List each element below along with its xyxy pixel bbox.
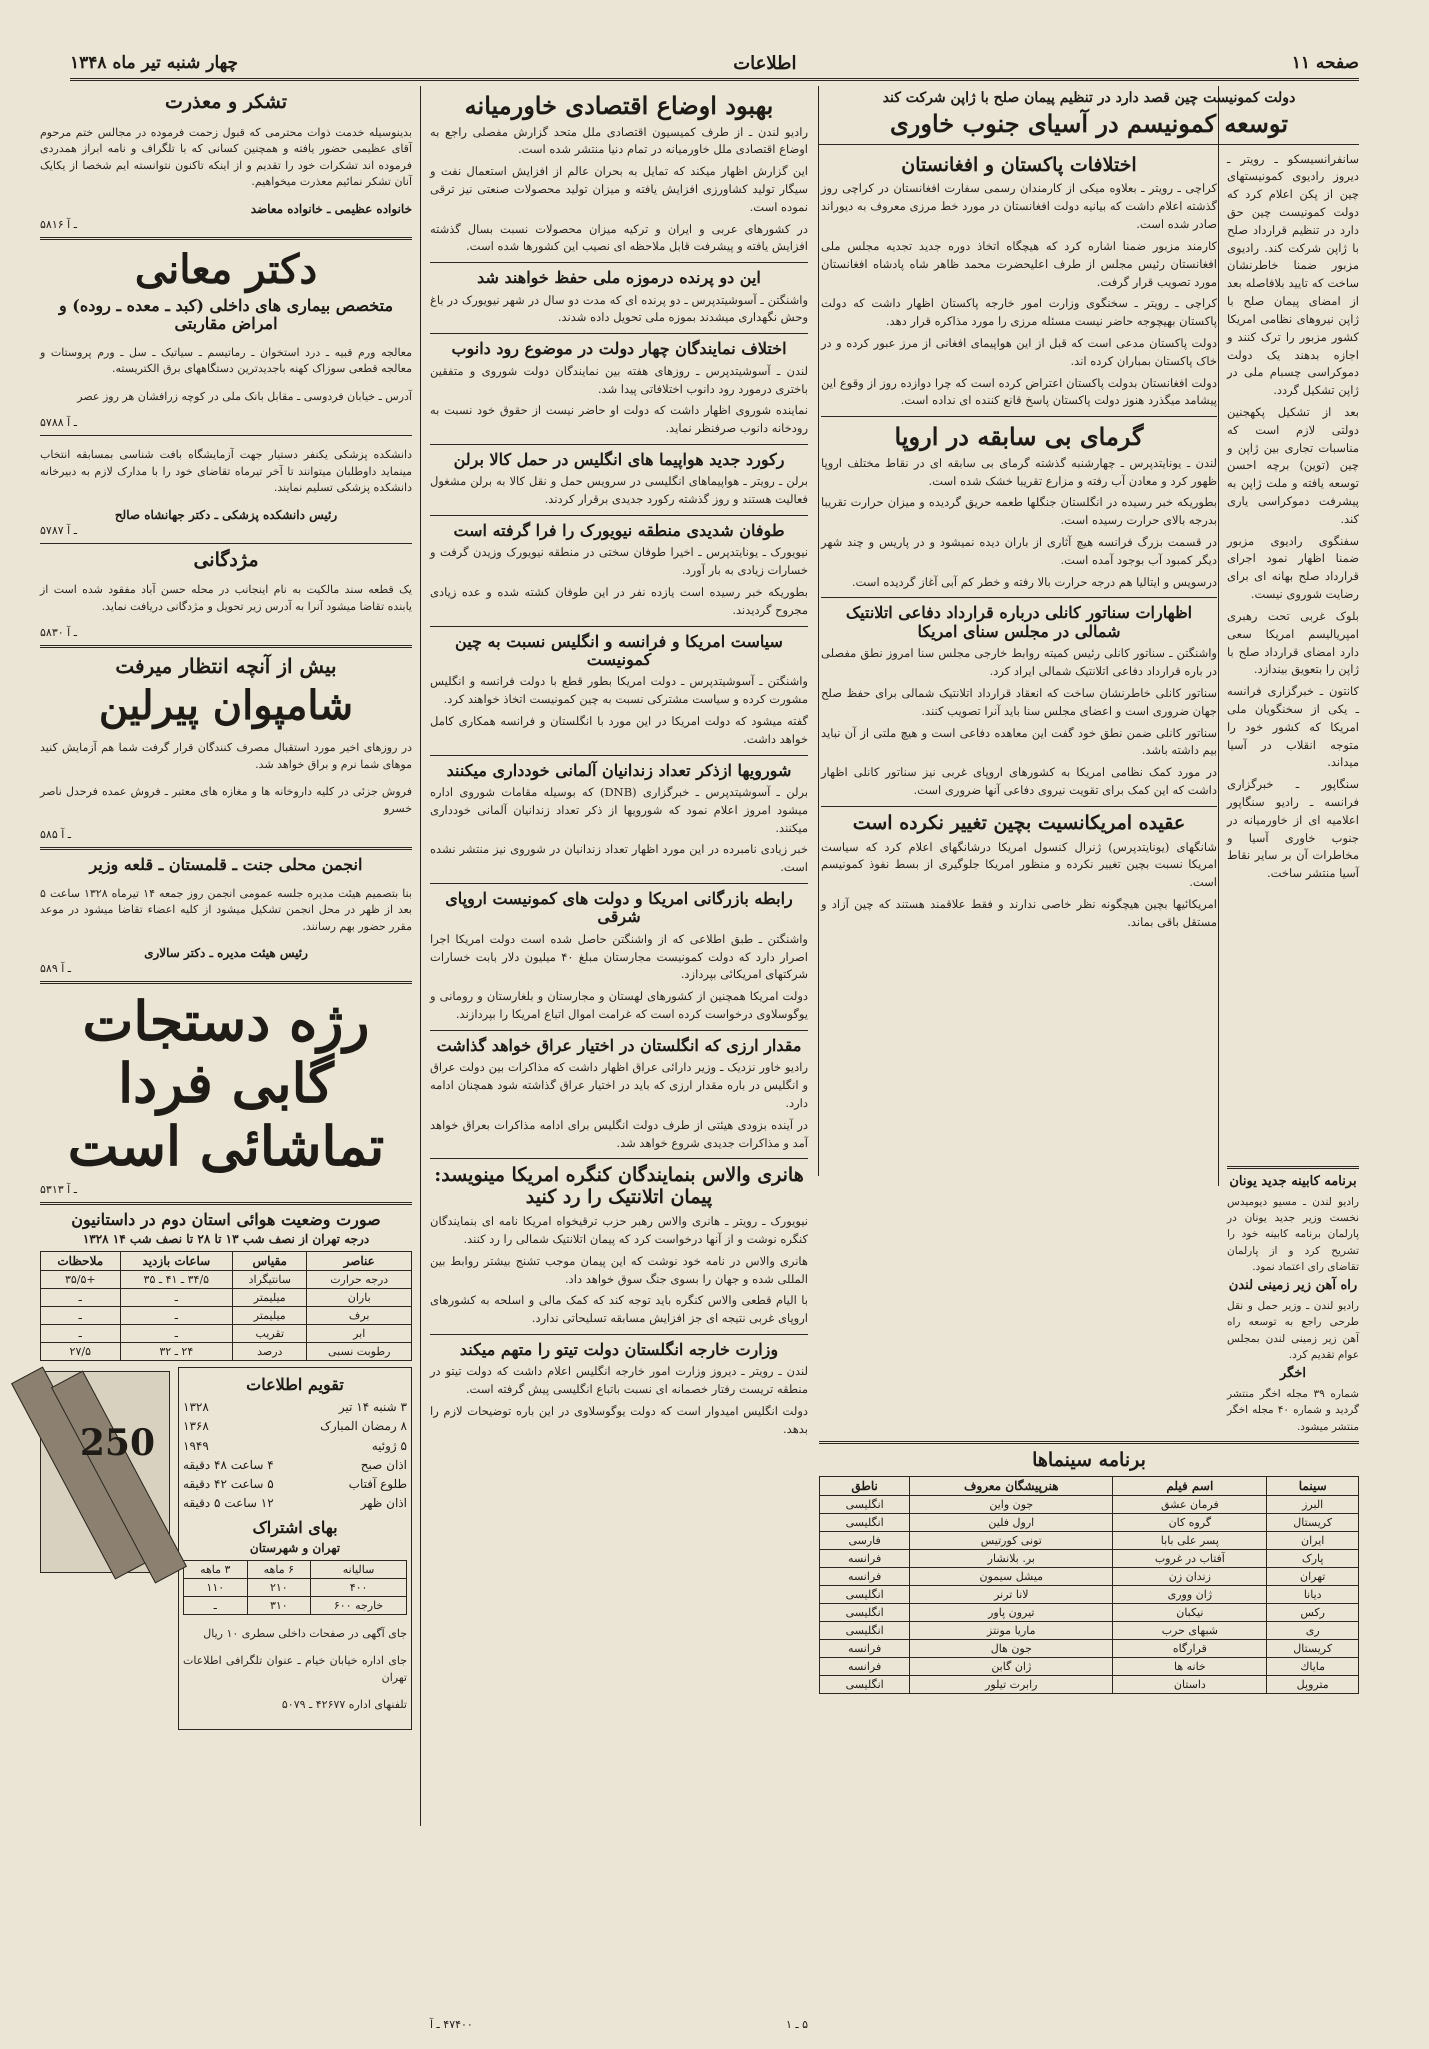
calendar-row — [183, 1398, 407, 1417]
section-headline: اظهارات سناتور کانلی درباره قرارداد دفاعی اتلانتیک شمالی در مجلس سنای امریکا — [845, 603, 1193, 641]
cinema-row — [820, 1531, 1359, 1549]
weather-cell: درصد — [233, 1342, 307, 1360]
cinema-cell: دیانا — [1267, 1585, 1359, 1603]
ad-code: ۵ ـ ۱ — [785, 2018, 808, 2031]
cinema-cell: شبهای حرب — [1113, 1621, 1267, 1639]
subscription-cell: ۳۱۰ — [247, 1596, 311, 1614]
cinema-cell: گروه کان — [1113, 1513, 1267, 1531]
ad-code: ۵۷۸۷ ـ آ — [40, 523, 77, 537]
article-paragraph: لندن ـ رویتر ـ دیروز وزارت امور خارجه انگلیس اعلام داشت که دولت تیتو در منطقه تریست رفتار خصمانه ای نسبت باتباع انگلیسی پیش گرفته است. — [430, 1364, 808, 1397]
section-headline: سیاست امریکا و فرانسه و انگلیس نسبت به چین کمونیست — [455, 631, 783, 669]
article-paragraph: سفنگوی رادیوی مزبور ضمنا اظهار نمود اجرای قرارداد صلح بهانه ای برای رضایت شوروی نیست. — [1227, 533, 1359, 602]
cinema-row — [820, 1513, 1359, 1531]
weather-cell: ۲۷/۵ — [41, 1342, 121, 1360]
section-headline: رابطه بازرگانی امریکا و دولت های کمونیست اروپای شرقی — [445, 889, 793, 927]
column-header: ملاحظات — [41, 1251, 121, 1270]
weather-row — [41, 1342, 412, 1360]
subscription-row — [184, 1578, 407, 1596]
article-paragraph: کراچی ـ رویتر ـ سخنگوی وزارت امور خارجه پاکستان اظهار داشت که دولت پاکستان بهیچوجه حاضر نیست مسئله مرزی را مورد مذاکره قرار دهد. — [821, 296, 1217, 329]
cinema-cell: فرانسه — [820, 1657, 910, 1675]
section-headline: عقیده امریکانسیت بچین تغییر نکرده است — [852, 811, 1186, 834]
cinema-table — [819, 1476, 1359, 1694]
calendar-row — [183, 1494, 407, 1513]
calendar-cell: اذان صبح — [360, 1457, 407, 1472]
cinema-cell: ری — [1267, 1621, 1359, 1639]
cinema-cell: انگلیسی — [820, 1495, 910, 1513]
calendar-cell: اذان ظهر — [360, 1496, 407, 1511]
article-paragraph: بطوریکه خبر رسیده در انگلستان جنگلها طعمه حریق گردیده و میزان حرارت تقریبا بدرجه بالای حرارت رسیده است. — [821, 495, 1217, 528]
article-paragraph: در مورد کمک نظامی امریکا به کشورهای اروپای غربی نیز سناتور کانلی اظهار داشت که این کمک برای تقویت نیروی دفاعی آنها ضروری است. — [821, 765, 1217, 797]
weather-cell: رطوبت نسبی — [307, 1342, 412, 1360]
section-headline: اختلافات پاکستان و افغانستان — [901, 153, 1137, 176]
article-paragraph: بعد از تشکیل پکهجنین دولتی لازم است که مناسبات تجاری بین ژاپن و چین (توین) برچه احسن توسعه یافته و ملت ژاپن به پیشرفت دموکراسی یاری کند. — [1227, 404, 1359, 526]
cinema-cell: کریستال — [1267, 1513, 1359, 1531]
column-header: مقیاس — [233, 1251, 307, 1270]
cinema-cell: البرز — [1267, 1495, 1359, 1513]
cinema-cell: قرارگاه — [1113, 1639, 1267, 1657]
cinema-cell: ماياك — [1267, 1657, 1359, 1675]
cinema-cell: رکس — [1267, 1603, 1359, 1621]
pencil-ad-art — [40, 1371, 170, 1573]
calendar-cell: ۳ شنبه ۱۴ تیر — [338, 1400, 407, 1415]
section-headline: رکورد جدید هواپیما های انگلیس در حمل کالا برلن — [453, 449, 785, 469]
ad-signature: رئیس دانشکده پزشکی ـ دکتر جهانشاه صالح — [114, 507, 338, 522]
weather-cell: +۳۵/۵ — [41, 1270, 121, 1288]
article-paragraph: گفته میشود که دولت امریکا در این مورد با انگلستان و فرانسه همکاری کامل خواهد داشت. — [430, 714, 808, 746]
calendar-cell: ۱۳۶۸ — [183, 1419, 209, 1434]
article-paragraph: رادیو خاور نزدیک ـ وزیر دارائی عراق اظهار داشت که مذاکرات بین دولت عراق و انگلیس در باره مقدار ارزی که باید در اختیار عراق گذاشته شود همچنان ادامه دارد. — [430, 1060, 808, 1110]
weather-cell: درجه حرارت — [307, 1270, 412, 1288]
article-paragraph: برلن ـ آسوشیتدپرس ـ خبرگزاری (DNB) که بوسیله مقامات شوروی اداره میشود امروز اعلام نمود که شورویها از ذکر تعداد زندانیان آلمانی خودداری میکنند. — [430, 785, 808, 835]
weather-cell: ـ — [41, 1288, 121, 1306]
weather-row — [41, 1324, 412, 1342]
subscription-cell: ۲۱۰ — [247, 1578, 311, 1596]
cinema-cell: ارول فلین — [910, 1513, 1113, 1531]
paper-name: اطلاعات — [733, 52, 797, 74]
calendar-cell: ۱۲ ساعت ۵ دقیقه — [183, 1496, 274, 1511]
weather-title: صورت وضعیت هوائی استان دوم در داستانیون — [71, 1209, 381, 1229]
cinema-cell: تهران — [1267, 1567, 1359, 1585]
office-phones: تلفنهای اداره ۴۲۶۷۷ ـ ۵۰۷۹ — [281, 1698, 407, 1712]
article-paragraph: امریکائیها بچین هیچگونه نظر خاصی ندارند و فقط علاقمند هستند که چین آزاد و مستقل باقی بماند. — [821, 897, 1217, 929]
cinema-row — [820, 1675, 1359, 1693]
big-ad: رژه دستجات گابی فردا تماشائی است — [67, 989, 385, 1178]
article-paragraph: لندن ـ آسوشیتدپرس ـ روزهای هفته بین نمایندگان دولت شوروی و متفقین باختری درمورد رود دانوب اختلافاتی پیدا شد. — [430, 363, 808, 396]
weather-cell: میلیمتر — [233, 1306, 307, 1324]
weather-row — [41, 1288, 412, 1306]
cinema-cell: انگلیسی — [820, 1585, 910, 1603]
weather-header-row — [41, 1251, 412, 1270]
ad-text: یک قطعه سند مالکیت به نام اینجانب در محله حسن آباد مفقود شده است از یابنده تقاضا میشود آنرا به آدرس زیر تحویل و مژدگانی دریافت نماید. — [40, 583, 412, 613]
ad-code: ۵۳۱۳ ـ آ — [40, 1182, 77, 1196]
subscription-row — [184, 1596, 407, 1614]
subscription-title: بهای اشتراک — [252, 1518, 338, 1538]
article-paragraph: در قسمت بزرگ فرانسه هیچ آثاری از باران دیده نمیشود و در پاریس و چند شهر دیگر کمبود آب بوجود آمده است. — [821, 535, 1217, 567]
section-headline: اخگر — [1280, 1366, 1306, 1382]
weather-cell: تقریب — [233, 1324, 307, 1342]
ad-text: بنا بتصمیم هیئت مدیره جلسه عمومی انجمن روز جمعه ۱۴ تیرماه ۱۳۲۸ ساعت ۵ بعد از ظهر در محل انجمن تشکیل میشود از کلیه اعضاء تقاضا میشود در موعد مقرر حضور بهم رسانند. — [40, 886, 412, 933]
cinema-cell: جون هال — [910, 1639, 1113, 1657]
article-paragraph: در آینده بزودی هیئتی از طرف دولت انگلیس برای ادامه مذاکرات بعراق خواهد آمد و مذاکرات جدیدی شروع خواهد شد. — [430, 1117, 808, 1150]
section-headline: برنامه کابینه جدید یونان — [1229, 1174, 1357, 1189]
ad-signature: رئیس هیئت مدیره ـ دکتر سالاری — [144, 946, 308, 961]
section-headline: مقدار ارزی که انگلستان در اختیار عراق خواهد گذاشت — [436, 1035, 802, 1055]
weather-cell: ۳۴/۵ ـ ۴۱ ـ ۳۵ — [120, 1270, 233, 1288]
issue-date: چهار شنبه تیر ماه ۱۳۴۸ — [70, 53, 238, 73]
section-headline: تشکر و معذرت — [165, 91, 287, 113]
weather-cell: ـ — [120, 1306, 233, 1324]
article-paragraph: دولت پاکستان مدعی است که قبل از این هواپیمای افغانی از مرز عبور کرده و در خاک پاکستان بمباران کرده اند. — [821, 335, 1217, 368]
subscription-cell: ۴۰۰ — [311, 1578, 407, 1596]
column-header: هنرپیشگان معروف — [910, 1476, 1113, 1495]
cinema-cell: پارک — [1267, 1549, 1359, 1567]
calendar-cell: ۱۳۲۸ — [183, 1400, 209, 1415]
cinema-row — [820, 1657, 1359, 1675]
column-divider — [420, 86, 421, 1826]
calendar-cell: ۴ ساعت ۴۸ دقیقه — [183, 1457, 274, 1472]
article-paragraph: بلوک غربی تحت رهبری امپریالیسم امریکا سعی دارد امضای قرارداد صلح با ژاپن را بتعویق بیندازد. — [1227, 608, 1359, 677]
article-paragraph: نماینده شوروی اظهار داشت که دولت او حاضر نیست از حقوق خود نسبت به رودخانه دانوب صرفنظر نماید. — [430, 403, 808, 436]
cinema-cell: آفتاب در غروب — [1113, 1549, 1267, 1567]
ad-kicker: بیش از آنچه انتظار میرفت — [115, 654, 337, 679]
ad-title: انجمن محلی جنت ـ قلمستان ـ قلعه وزیر — [89, 855, 363, 875]
article-paragraph: شانگهای (یونایتدپرس) ژنرال کنسول امریکا درشانگهای اعلام کرد که سیاست امریکا نسبت بچین تغییر نکرده و منظور امریکا جلوگیری از بسط نفوذ کمونیسم است. — [821, 839, 1217, 890]
cinema-cell: انگلیسی — [820, 1603, 910, 1621]
weather-cell: ۲۴ ـ ۳۲ — [120, 1342, 233, 1360]
page-number: صفحه ۱۱ — [1291, 53, 1359, 73]
weather-table — [40, 1251, 412, 1361]
cinema-cell: انگلیسی — [820, 1513, 910, 1531]
office-address: جای اداره خیابان خیام ـ عنوان تلگرافی اطلاعات تهران — [183, 1654, 407, 1684]
side-column — [1227, 151, 1359, 936]
calendar-cell: ۸ رمضان المبارک — [320, 1419, 407, 1434]
ad-text: در روزهای اخیر مورد استقبال مصرف کنندگان قرار گرفت شما هم آزمایش کنید موهای شما نرم و براق خواهد شد. — [40, 741, 412, 771]
ad-title: دکتر معانی — [134, 245, 318, 293]
cinema-cell: انگلیسی — [820, 1675, 910, 1693]
cinema-row — [820, 1585, 1359, 1603]
wide-column — [821, 151, 1217, 936]
calendar-cell: ۵ ژوئیه — [371, 1438, 407, 1453]
article-paragraph: با الیام قطعی والاس کنگره باید توجه کند که کمک مالی و اسلحه به کشورهای اروپای غربی نتیجه ای جز افزایش مسابقه تسلیحاتی ندارد. — [430, 1293, 808, 1326]
column-c — [40, 88, 412, 2038]
article-paragraph: واشنگتن ـ طبق اطلاعی که از واشنگتن حاصل شده است دولت امریکا اجرا اصرار دارد که دولت کمونیست مجارستان مبلغ ۴۰ میلیون دلار بابت خسارات شرکتهای امریکائی بپردازد. — [430, 931, 808, 982]
cinema-cell: متروپل — [1267, 1675, 1359, 1693]
ad-title: شامپوان پیرلین — [98, 682, 354, 730]
cinema-row — [820, 1495, 1359, 1513]
cinema-cell: کریستال — [1267, 1639, 1359, 1657]
bottom-codes — [430, 2018, 808, 2031]
cinema-cell: داستان — [1113, 1675, 1267, 1693]
column-header: ساعات بازدید — [120, 1251, 233, 1270]
ad-code: ۵۸۹ ـ آ — [40, 962, 72, 976]
subscription-cell: ۱۱۰ — [184, 1578, 248, 1596]
cinema-header-row — [820, 1476, 1359, 1495]
column-header: ناطق — [820, 1476, 910, 1495]
ad-subtitle: متخصص بیماری های داخلی (کبد ـ معده ـ روده) و امراض مقاربتی — [58, 295, 394, 334]
article-paragraph: سنگاپور ـ خبرگزاری فرانسه ـ رادیو سنگاپور اعلامیه ای از خاورمیانه در جنوب خاوری آسیا و مخاطرات آن بر سایر نقاط آسیا منتشر ساخت. — [1227, 777, 1359, 881]
cinema-cell: ژان ووری — [1113, 1585, 1267, 1603]
pencil-ad — [40, 1367, 170, 1730]
cinema-cell: لانا ترنر — [910, 1585, 1113, 1603]
cinema-row — [820, 1621, 1359, 1639]
weather-cell: ـ — [41, 1306, 121, 1324]
masthead — [70, 48, 1359, 81]
article-paragraph: بطوریکه خبر رسیده است یازده نفر در این طوفان کشته شده و عده زیادی مجروح گردیدند. — [430, 584, 808, 617]
article-paragraph: سناتور کانلی خاطرنشان ساخت که انعقاد قرارداد اتلانتیک شمالی برای حفظ صلح جهان ضروری است و اعضای مجلس سنا باید آنرا تصویب کنند. — [821, 685, 1217, 718]
weather-cell: میلیمتر — [233, 1288, 307, 1306]
cinema-cell: انگلیسی — [820, 1621, 910, 1639]
cinema-row — [820, 1549, 1359, 1567]
cinema-title: برنامه سینماها — [1032, 1449, 1146, 1471]
column-a — [819, 88, 1359, 936]
ad-code: ۵۸۱۶ ـ آ — [40, 217, 77, 231]
section-headline: گرمای بی سابقه در اروپا — [894, 422, 1144, 452]
section-headline: هانری والاس بنمایندگان کنگره امریکا مینویسد: پیمان اتلانتیک را رد کنید — [434, 1164, 804, 1209]
cinema-cell: تونی کورتیس — [910, 1531, 1113, 1549]
ad-code: ۵۷۸۸ ـ آ — [40, 416, 77, 430]
weather-cell: ـ — [41, 1324, 121, 1342]
cinema-cell: فرانسه — [820, 1549, 910, 1567]
article-paragraph: دولت افغانستان بدولت پاکستان اعتراض کرده است که چرا دوازده روز از وقوع این پیشامد میگذرد هنوز دولت پاکستان پاسخ قانع کننده ای نداده است. — [821, 375, 1217, 408]
article-paragraph: رادیو لندن ـ وزیر حمل و نقل طرحی راجع به توسعه راه آهن زیر زمینی لندن بمجلس عوام تقدیم کرد. — [1227, 1300, 1359, 1361]
cinema-cell: فارسی — [820, 1531, 910, 1549]
ad-signature: خانواده عظیمی ـ خانواده معاضد — [250, 201, 412, 216]
calendar-row — [183, 1456, 407, 1475]
cinema-cell: نیکبان — [1113, 1603, 1267, 1621]
column-header: اسم فیلم — [1113, 1476, 1267, 1495]
article-paragraph: نیویورک ـ رویتر ـ هانری والاس رهبر حزب ترقیخواه امریکا نامه ای بنمایندگان کنگره نوشت و از آنها درخواست کرد که پیمان اتلانتیک شمالی را رد کنند. — [430, 1214, 808, 1246]
weather-row — [41, 1270, 412, 1288]
subscription-row — [184, 1560, 407, 1578]
section-headline: بهبود اوضاع اقتصادی خاورمیانه — [464, 91, 774, 120]
cinema-row — [820, 1639, 1359, 1657]
calendar-cell: طلوع آفتاب — [348, 1476, 407, 1491]
section-headline: مژدگانی — [193, 548, 259, 571]
cinema-row — [820, 1567, 1359, 1585]
subscription-cell: ۶ ماهه — [247, 1560, 311, 1578]
ad-text: فروش جزئی در کلیه داروخانه ها و مغازه های معتبر ـ فروش عمده فرحدل ناصر خسرو — [40, 785, 412, 815]
cinema-cell: فرمان عشق — [1113, 1495, 1267, 1513]
article-paragraph: هانری والاس در نامه خود نوشت که این پیمان موجب تشنج بیشتر روابط بین المللی شده و جهان را بسوی جنگ سوق خواهد داد. — [430, 1253, 808, 1286]
weather-cell: باران — [307, 1288, 412, 1306]
subscription-cell: ـ — [184, 1596, 248, 1614]
article-paragraph: سناتور کانلی ضمن نطق خود گفت این معاهده دفاعی است و هیچ ملتی از آن نباید بیم داشته باشد. — [821, 725, 1217, 758]
section-headline: وزارت خارجه انگلستان دولت تیتو را متهم میکند — [459, 1339, 779, 1359]
article-paragraph: سانفرانسیسکو ـ رویتر ـ دیروز رادیوی کمونیستهای چین از پکن اعلام کرد که دولت کمونیست چین حق دارد در تنظیم قرارداد صلح با ژاپن شرکت کند. رادیوی مزبور ضمنا خاطرنشان ساخت که تایید بلافاصله بعد از امضای پیمان صلح با ژاپن نیروهای نظامی امریکا کشور مزبور را ترک کنند و اجازه بدهند یک دولت دموکراسی چسبام ملی در ژاپن تشکیل گردد. — [1227, 151, 1359, 398]
cinema-cell: ایران — [1267, 1531, 1359, 1549]
article-paragraph: کراچی ـ رویتر ـ بعلاوه میکی از کارمندان رسمی سفارت افغانستان در کراچی روز گذشته اعلام داشت که بیانیه دولت افغانستان در مورد خط مرزی معروف به دیوراند صادر شده است. — [821, 181, 1217, 232]
weather-cell: ابر — [307, 1324, 412, 1342]
calendar-row — [183, 1417, 407, 1436]
cinema-cell: فرانسه — [820, 1567, 910, 1585]
cinema-row — [820, 1603, 1359, 1621]
cinema-cell: جون واین — [910, 1495, 1113, 1513]
ad-address: آدرس ـ خیابان فردوسی ـ مقابل بانک ملی در کوچه زرافشان هر روز عصر — [77, 389, 412, 403]
section-headline: اختلاف نمایندگان چهار دولت در موضوع رود دانوب — [451, 339, 787, 359]
weather-cell: ـ — [120, 1288, 233, 1306]
article-paragraph: لندن ـ یونایتدپرس ـ چهارشنبه گذشته گرمای بی سابقه ای در نقاط مختلف اروپا ظهور کرد و معادن آب رفته و مزارع تقریبا خشک شده است. — [821, 455, 1217, 488]
section-headline: راه آهن زیر زمینی لندن — [1228, 1278, 1358, 1294]
section-headline: این دو پرنده درموزه ملی حفظ خواهند شد — [477, 268, 761, 288]
calendar-cell: ۵ ساعت ۴۲ دقیقه — [183, 1476, 274, 1491]
cinema-cell: ماریا مونتز — [910, 1621, 1113, 1639]
column-b — [430, 88, 808, 2028]
article-paragraph: درسویس و ایتالیا هم درجه حرارت بالا رفته و خطر کم آبی آغاز گردیده است. — [851, 574, 1217, 589]
calendar-box — [178, 1367, 412, 1730]
article-paragraph: نیویورک ـ یونایتدپرس ـ اخیرا طوفان سختی در منطقه نیویورک وزیدن گرفت و خسارات زیادی به بار آورد. — [430, 545, 808, 578]
article-paragraph: این گزارش اظهار میکند که تمایل به بحران عالم از افزایش استعمال نفت و سیگار تولید کشاورزی افزایش یافته و میزان تولید محصولات صنعتی نیز ترقی نموده است. — [430, 164, 808, 214]
article-paragraph: کانتون ـ خبرگزاری فرانسه ـ یکی از سخنگویان ملی امریکا که کشور خود را متوجه انقلاب در آسیا میداند. — [1227, 684, 1359, 770]
article-paragraph: رادیو لندن ـ مسیو دیومیدس نخست وزیر جدید یونان در پارلمان برنامه کابینه خود را تشریح کرد و از پارلمان تقاضای رای اعتماد نمود. — [1227, 1195, 1359, 1273]
pencil-ad-number: 250 — [79, 1421, 155, 1464]
weather-cell: برف — [307, 1306, 412, 1324]
article-paragraph: برلن ـ رویتر ـ هواپیماهای انگلیسی در سرویس حمل و نقل کالا به برلن مشغول فعالیت هستند و روز گذشته رکورد جدیدی برقرار کردند. — [430, 474, 808, 507]
weather-cell: ـ — [120, 1324, 233, 1342]
article-paragraph: رادیو لندن ـ از طرف کمیسیون اقتصادی ملل متحد گزارش مفصلی راجع به اوضاع اقتصادی ملل خاورمیانه در تمام دنیا منتشر شده است. — [430, 124, 808, 157]
subscription-cell: سالیانه — [311, 1560, 407, 1578]
section-headline: طوفان شدیدی منطقه نیویورک را فرا گرفته است — [453, 520, 785, 540]
article-paragraph: در کشورهای عربی و ایران و ترکیه میزان محصولات نسبت بسال گذشته افزایش یافته و پیشرفت قابل ملاحظه ای نصیب این کشورها شده است. — [430, 221, 808, 254]
ad-text: بدینوسیله خدمت ذوات محترمی که قبول زحمت فرموده در مجالس ختم مرحوم آقای عظیمی حضور یافته و همچنین کسانی که با تلگراف و نامه ابراز همدردی فرموده اند تشکرات خود را تقدیم و از اینکه تاکنون نتوانسته ایم شخصا از یکایک آنان تشکر نمائیم معذرت میخواهیم. — [40, 125, 412, 189]
cinema-cell: خانه ها — [1113, 1657, 1267, 1675]
calendar-title: تقویم اطلاعات — [246, 1374, 344, 1394]
subscription-note: جای آگهی در صفحات داخلی سطری ۱۰ ریال — [203, 1626, 407, 1640]
calendar-cell: ۱۹۴۹ — [183, 1438, 209, 1453]
calendar-row — [183, 1475, 407, 1494]
subscription-cell: خارجه ۶۰۰ — [311, 1596, 407, 1614]
cinema-cell: رابرت تیلور — [910, 1675, 1113, 1693]
cinema-cell: بر. بلانشار — [910, 1549, 1113, 1567]
article-paragraph: کارمند مزبور ضمنا اشاره کرد که هیچگاه اتخاذ دوره جدید تجدیه مجلس ملی افغانستان رئیس مجلس از طرف اعلیحضرت محمد ظاهر شاه پادشاه افغانستان مورد تصویب قرار گرفت. — [821, 238, 1217, 289]
cinema-section — [819, 1435, 1359, 1694]
main-headline: توسعه کمونیسم در آسیای جنوب خاوری — [890, 109, 1288, 138]
subscription-subtitle: تهران و شهرستان — [249, 1540, 341, 1555]
cinema-cell: زندان زن — [1113, 1567, 1267, 1585]
section-headline: شورویها ازذکر تعداد زندانیان آلمانی خودداری میکنند — [446, 760, 792, 780]
cinema-cell: پسر علی بابا — [1113, 1531, 1267, 1549]
ad-text: دانشکده پزشکی یکنفر دستیار جهت آزمایشگاه بافت شناسی بمسابقه انتخاب مینماید داوطلبان میتوانند تا آخر تیرماه تقاضای خود را با مدارک لازم به دبیرخانه دانشکده پزشکی تسلیم نمایند. — [40, 448, 412, 495]
article-paragraph: واشنگتن ـ سناتور کانلی رئیس کمیته روابط خارجی مجلس سنا امروز نطق مفصلی در باره قرارداد دفاعی اتلانتیک شمالی ایراد کرد. — [821, 646, 1217, 679]
cinema-cell: فرانسه — [820, 1639, 910, 1657]
cinema-cell: میشل سیمون — [910, 1567, 1113, 1585]
article-paragraph: واشنگتن ـ آسوشیتدپرس ـ دو پرنده ای که مدت دو سال در شهر نیویورک در باغ وحش نگهداری میشدند بموزه ملی تحویل داده شدند. — [430, 292, 808, 325]
article-paragraph: شماره ۳۹ مجله اخگر منتشر گردید و شماره ۴۰ مجله اخگر منتشر میشود. — [1227, 1388, 1359, 1433]
ad-code: ۵۸۳۰ ـ آ — [40, 626, 77, 640]
subscription-cell: ۳ ماهه — [184, 1560, 248, 1578]
column-header: عناصر — [307, 1251, 412, 1270]
article-paragraph: دولت انگلیس امیدوار است که دولت یوگوسلاوی در این باره توضیحات لازم را بدهد. — [430, 1403, 808, 1436]
calendar-row — [183, 1437, 407, 1456]
article-paragraph: واشنگتن ـ آسوشیتدپرس ـ دولت امریکا بطور قطع با دولت فرانسه و انگلیس مشورت کرده و سیاست مشترکی نسبت به چین کمونیست اتخاذ خواهند کرد. — [430, 674, 808, 707]
column-header: سینما — [1267, 1476, 1359, 1495]
subscription-table — [183, 1560, 407, 1615]
cinema-cell: ژان گابن — [910, 1657, 1113, 1675]
article-paragraph: خبر زیادی نامبرده در این مورد اظهار تعداد زندانیان در شوروی نیز منتشر نشده است. — [430, 842, 808, 875]
ad-code: ۵۸۵ ـ آ — [40, 828, 72, 842]
weather-subtitle: درجه تهران از نصف شب ۱۳ تا ۲۸ تا نصف شب ۱۴ ۱۳۲۸ — [82, 1232, 370, 1247]
weather-row — [41, 1306, 412, 1324]
cinema-cell: تیرون پاور — [910, 1603, 1113, 1621]
weather-cell: سانتیگراد — [233, 1270, 307, 1288]
ad-code: ۴۷۴۰۰ ـ آ — [430, 2018, 473, 2031]
kicker: دولت کمونیست چین قصد دارد در تنظیم پیمان صلح با ژاپن شرکت کند — [882, 90, 1296, 106]
ad-text: معالجه ورم قبیه ـ درد استخوان ـ رماتیسم ـ سیاتیک ـ سل ـ ورم پروستات و معالجه قطعی سوزاک کهنه باجدیدترین دستگاههای برق الکتریسته. — [40, 345, 412, 376]
article-paragraph: دولت امریکا همچنین از کشورهای لهستان و مجارستان و بلغارستان و رومانی و یوگوسلاوی درخواست کرده است که غرامت اموال اتباع امریکا را بپردازند. — [430, 989, 808, 1022]
side-column-lower — [1227, 1160, 1359, 1433]
